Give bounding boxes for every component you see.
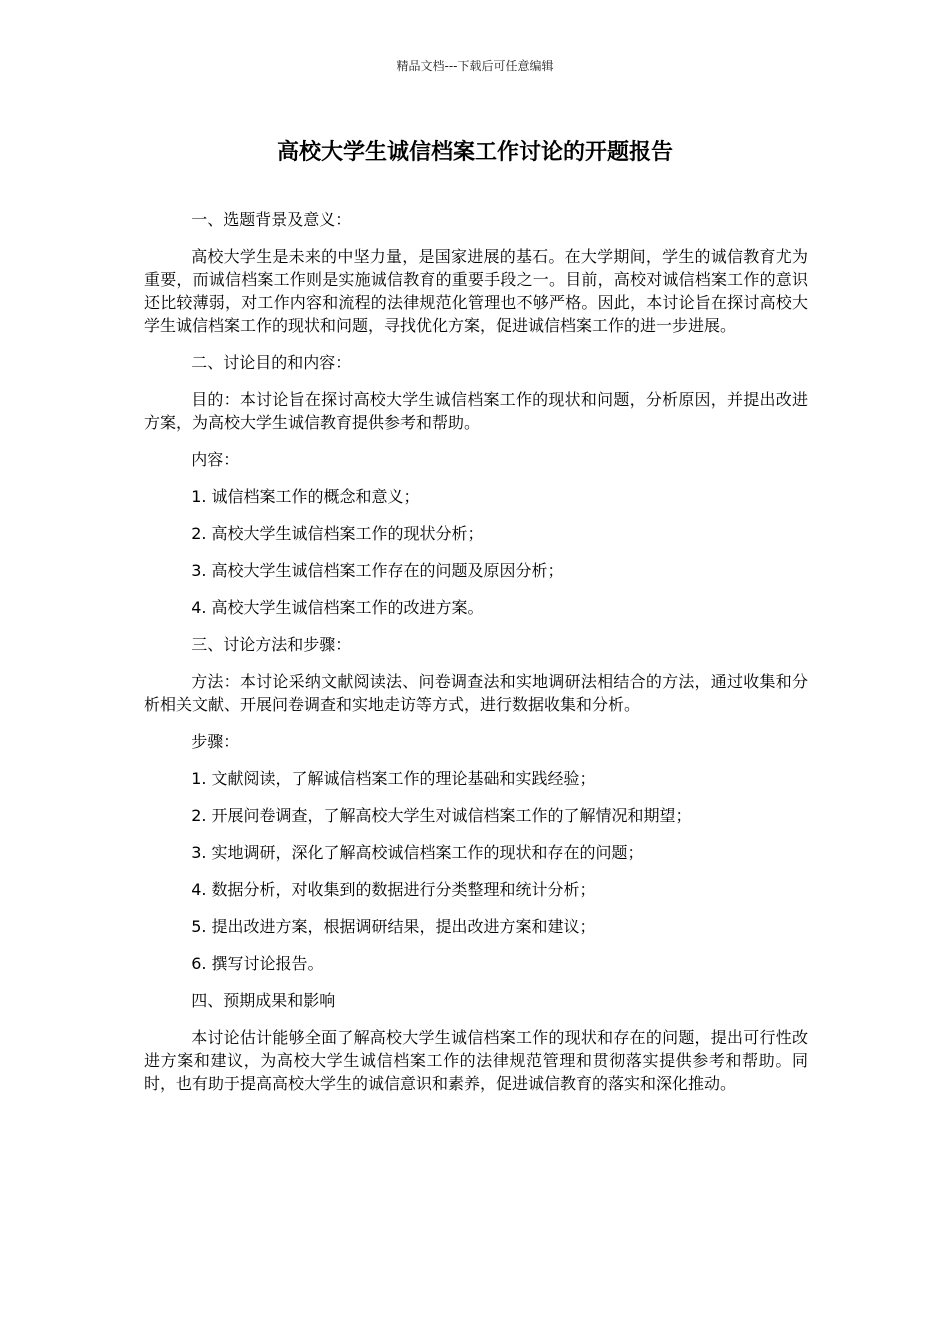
section-heading-purpose: 二、讨论目的和内容： <box>191 353 352 372</box>
list-item: 2. 开展问卷调查，了解高校大学生对诚信档案工作的了解情况和期望； <box>191 806 692 825</box>
paragraph-method: 方法：本讨论采纳文献阅读法、问卷调查法和实地调研法相结合的方法，通过收集和分析相关文献、开展问卷调查和实地走访等方式，进行数据收集和分析。 <box>144 672 808 714</box>
content-label: 内容： <box>191 450 240 469</box>
list-item: 1. 文献阅读，了解诚信档案工作的理论基础和实践经验； <box>191 769 596 788</box>
steps-label: 步骤： <box>191 732 240 751</box>
header-note: 精品文档---下载后可任意编辑 <box>396 59 554 73</box>
list-item: 2. 高校大学生诚信档案工作的现状分析； <box>191 524 484 543</box>
list-item: 4. 数据分析，对收集到的数据进行分类整理和统计分析； <box>191 880 596 899</box>
paragraph-outcomes: 本讨论估计能够全面了解高校大学生诚信档案工作的现状和存在的问题，提出可行性改进方案和建议，为高校大学生诚信档案工作的法律规范管理和贯彻落实提供参考和帮助。同时，也有助于提高高校大学生的诚信意识和素养，促进诚信教育的落实和深化推动。 <box>144 1028 808 1093</box>
list-item: 6. 撰写讨论报告。 <box>191 954 324 973</box>
section-heading-outcomes: 四、预期成果和影响 <box>191 991 336 1010</box>
section-heading-method: 三、讨论方法和步骤： <box>191 635 352 654</box>
section-heading-background: 一、选题背景及意义： <box>191 210 352 229</box>
paragraph-background: 高校大学生是未来的中坚力量，是国家进展的基石。在大学期间，学生的诚信教育尤为重要，而诚信档案工作则是实施诚信教育的重要手段之一。目前，高校对诚信档案工作的意识还比较薄弱，对工作内容和流程的法律规范化管理也不够严格。因此，本讨论旨在探讨高校大学生诚信档案工作的现状和问题，寻找优化方案，促进诚信档案工作的进一步进展。 <box>144 247 808 335</box>
paragraph-purpose: 目的：本讨论旨在探讨高校大学生诚信档案工作的现状和问题，分析原因，并提出改进方案，为高校大学生诚信教育提供参考和帮助。 <box>144 390 808 432</box>
list-item: 1. 诚信档案工作的概念和意义； <box>191 487 420 506</box>
list-item: 3. 高校大学生诚信档案工作存在的问题及原因分析； <box>191 561 564 580</box>
list-item: 5. 提出改进方案，根据调研结果，提出改进方案和建议； <box>191 917 596 936</box>
document-title: 高校大学生诚信档案工作讨论的开题报告 <box>276 140 673 165</box>
list-item: 4. 高校大学生诚信档案工作的改进方案。 <box>191 598 484 617</box>
list-item: 3. 实地调研，深化了解高校诚信档案工作的现状和存在的问题； <box>191 843 644 862</box>
document-body <box>144 208 808 1109</box>
